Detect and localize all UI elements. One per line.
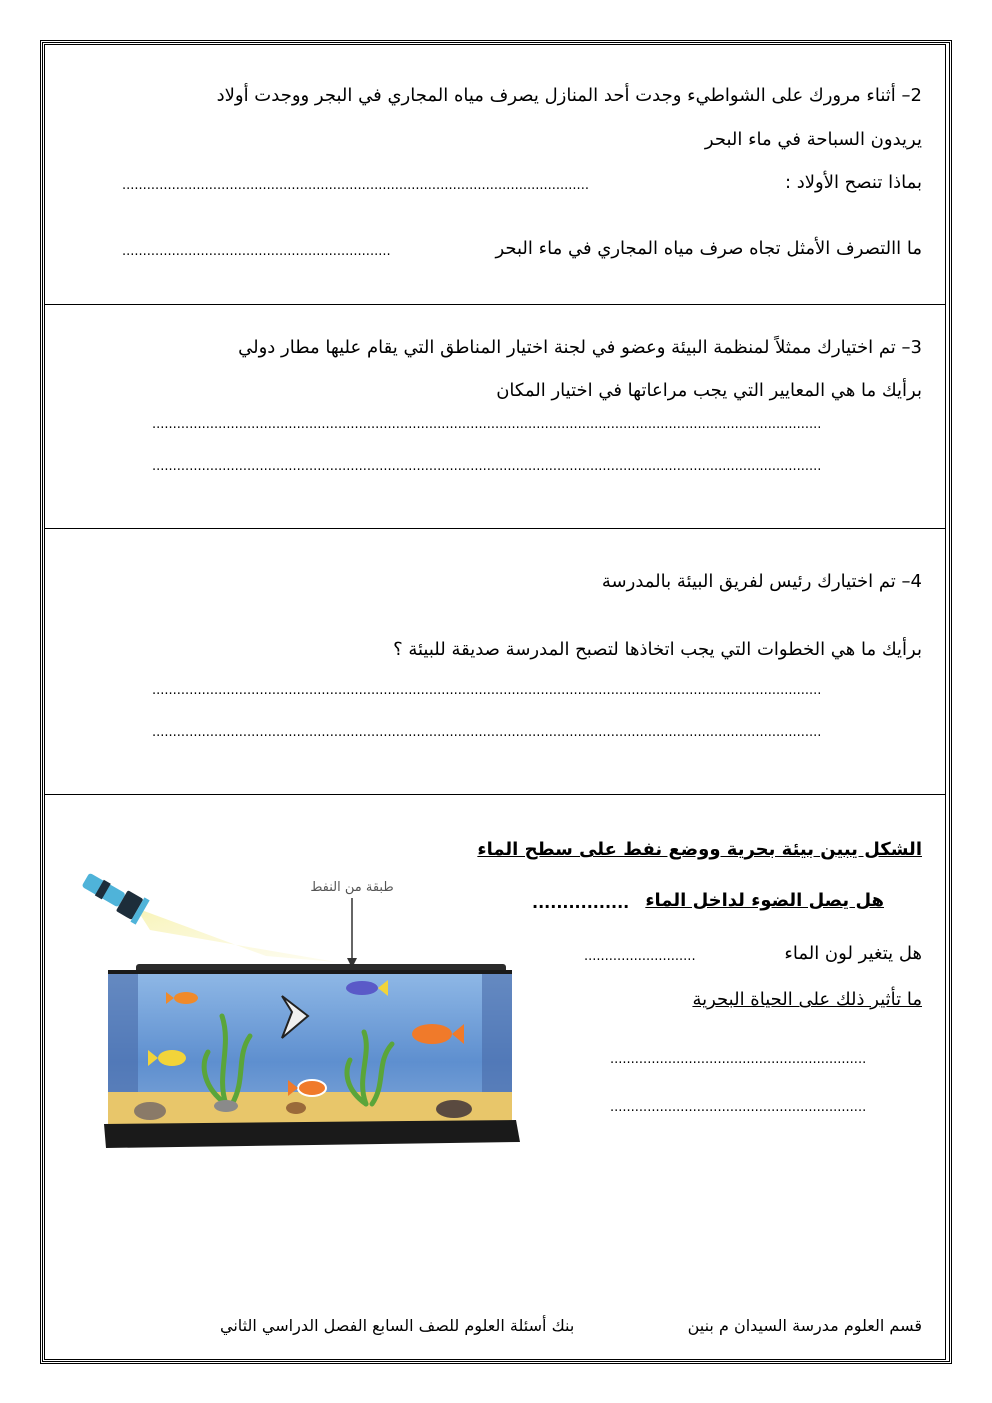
rock-icon xyxy=(214,1100,238,1112)
q2-advice-question: بماذا تنصح الأولاد : xyxy=(784,172,922,193)
q3-answer-line-1[interactable]: .................................................................................................................................................................. xyxy=(152,418,822,432)
rock-icon xyxy=(134,1102,166,1120)
footer-bank-title: بنك أسئلة العلوم للصف السابع الفصل الدراسي الثاني xyxy=(220,1316,575,1335)
q5-light-answer-line[interactable]: ................ xyxy=(532,896,630,910)
section-divider xyxy=(44,528,946,529)
q3-answer-line-2[interactable]: .................................................................................................................................................................. xyxy=(152,460,822,474)
light-beam xyxy=(136,908,336,962)
q3-line1: 3– تم اختيارك ممثلاً لمنظمة البيئة وعضو في لجنة اختيار المناطق التي يقام عليها مطار دولي xyxy=(238,337,922,358)
q5-color-answer-line[interactable]: ........................... xyxy=(584,950,696,964)
q2-advice-answer-line[interactable]: ................................................................................................................. xyxy=(122,179,589,193)
section-divider xyxy=(44,794,946,795)
q4-line2: برأيك ما هي الخطوات التي يجب اتخاذها لتصبح المدرسة صديقة للبيئة ؟ xyxy=(393,639,922,660)
q2-action-answer-line[interactable]: ................................................................. xyxy=(122,245,391,259)
q2-line2: يريدون السباحة في ماء البحر xyxy=(704,129,922,150)
q4-answer-line-2[interactable]: .................................................................................................................................................................. xyxy=(152,726,822,740)
q4-line1: 4– تم اختيارك رئيس لفريق البيئة بالمدرسة xyxy=(601,571,922,592)
q5-light-question: هل يصل الضوء لداخل الماء xyxy=(645,890,884,911)
q4-answer-line-1[interactable]: .................................................................................................................................................................. xyxy=(152,684,822,698)
oil-layer-label: طبقة من النفط xyxy=(310,880,394,895)
q5-answer-line-2[interactable]: .............................................................. xyxy=(610,1101,867,1115)
tank-base xyxy=(104,1120,520,1148)
aquarium-oil-figure xyxy=(76,866,526,1152)
section-divider xyxy=(44,304,946,305)
flashlight-icon xyxy=(78,867,149,924)
q5-color-question: هل يتغير لون الماء xyxy=(784,943,922,964)
q2-action-question: ما االتصرف الأمثل تجاه صرف مياه المجاري في ماء البحر xyxy=(495,238,922,259)
q2-line1: 2– أثناء مرورك على الشواطيء وجدت أحد المنازل يصرف مياه المجاري في البجر ووجدت أولاد xyxy=(216,85,922,106)
tank-frame-top xyxy=(108,970,512,974)
footer-department: قسم العلوم مدرسة السيدان م بنين xyxy=(687,1316,922,1335)
rock-icon xyxy=(286,1102,306,1114)
q5-answer-line-1[interactable]: .............................................................. xyxy=(610,1053,867,1067)
rock-icon xyxy=(436,1100,472,1118)
q5-effect-question: ما تأثير ذلك على الحياة البحرية xyxy=(692,989,922,1010)
q3-line2: برأيك ما هي المعايير التي يجب مراعاتها في اختيار المكان xyxy=(496,380,922,401)
q5-title: الشكل يبين بيئة بحرية ووضع نفط على سطح الماء xyxy=(477,839,922,860)
